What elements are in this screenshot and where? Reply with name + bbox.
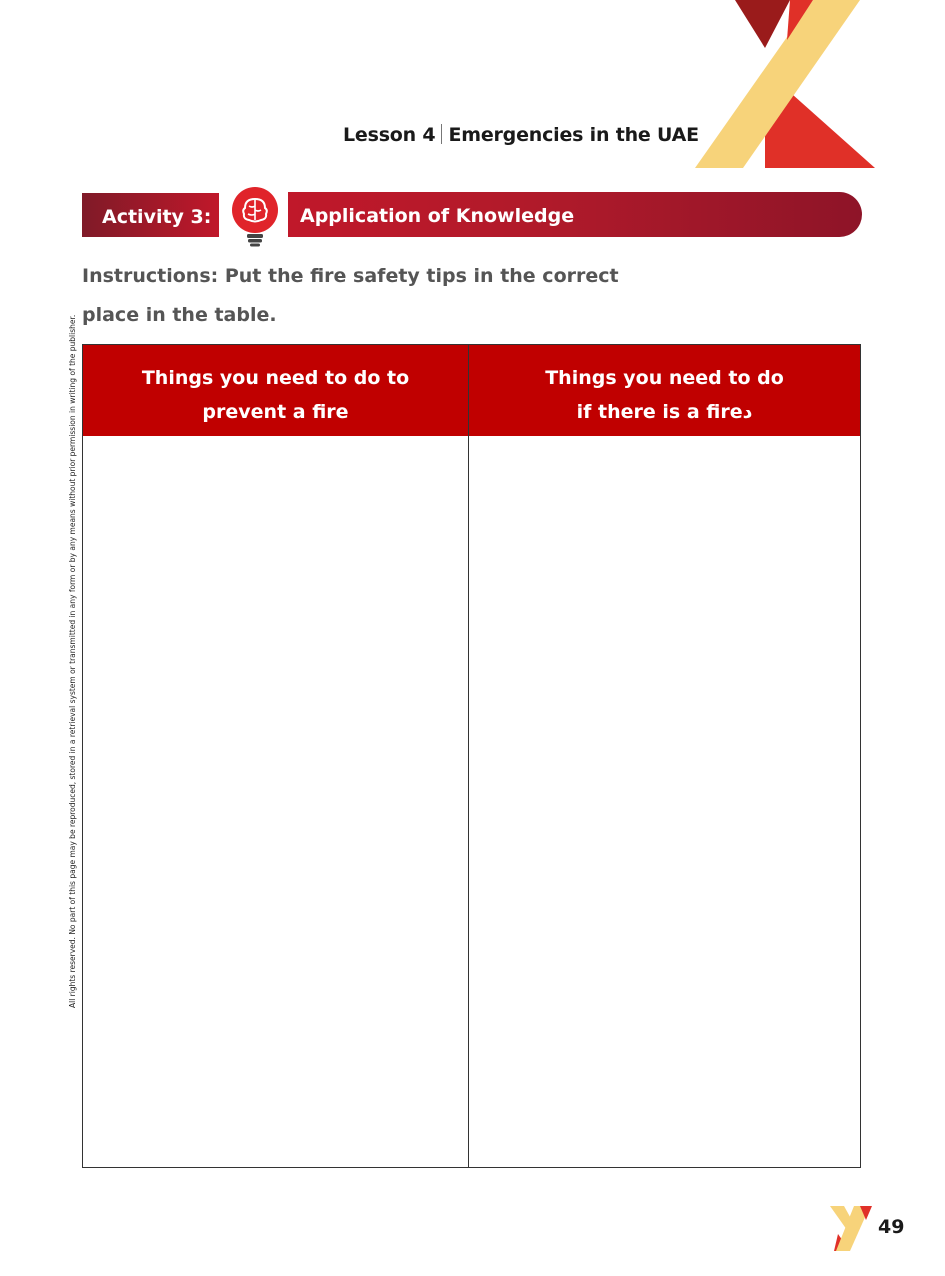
- column-header-line: prevent a fire: [202, 401, 349, 423]
- fire-safety-table: [82, 344, 861, 1168]
- page-number: 49: [878, 1216, 905, 1238]
- column-header-line: Things you need to do: [545, 367, 784, 389]
- lesson-title: Emergencies in the UAE: [448, 124, 699, 146]
- prevent-fire-answer-area[interactable]: [83, 436, 468, 1167]
- header-separator: [441, 124, 442, 144]
- column-header-during: [469, 345, 860, 436]
- column-header-line: if there is a fireد: [576, 401, 753, 423]
- activity-title: Application of Knowledge: [288, 192, 862, 237]
- instructions-line-1: Instructions: Put the fire safety tips in the correct: [82, 265, 619, 287]
- brand-x-small-logo: [830, 1206, 872, 1251]
- prevent-fire-column: [83, 345, 469, 1167]
- lesson-number: Lesson 4: [343, 124, 436, 146]
- instructions: [82, 257, 642, 335]
- during-fire-column: [469, 345, 860, 1167]
- during-fire-answer-area[interactable]: [469, 436, 860, 1167]
- column-header-prevent: [83, 345, 468, 436]
- column-header-line: Things you need to do to: [141, 367, 410, 389]
- brand-x-logo: [695, 0, 875, 168]
- copyright-notice: All rights reserved. No part of this page may be reproduced, stored in a retrieval system or transmitted in any form or by any means without prior permission in writing of the publisher.: [68, 314, 77, 1008]
- activity-label: Activity 3:: [82, 193, 219, 237]
- brain-lightbulb-icon: [230, 186, 280, 248]
- lesson-header: [343, 124, 699, 146]
- instructions-line-2: place in the table.: [82, 304, 277, 326]
